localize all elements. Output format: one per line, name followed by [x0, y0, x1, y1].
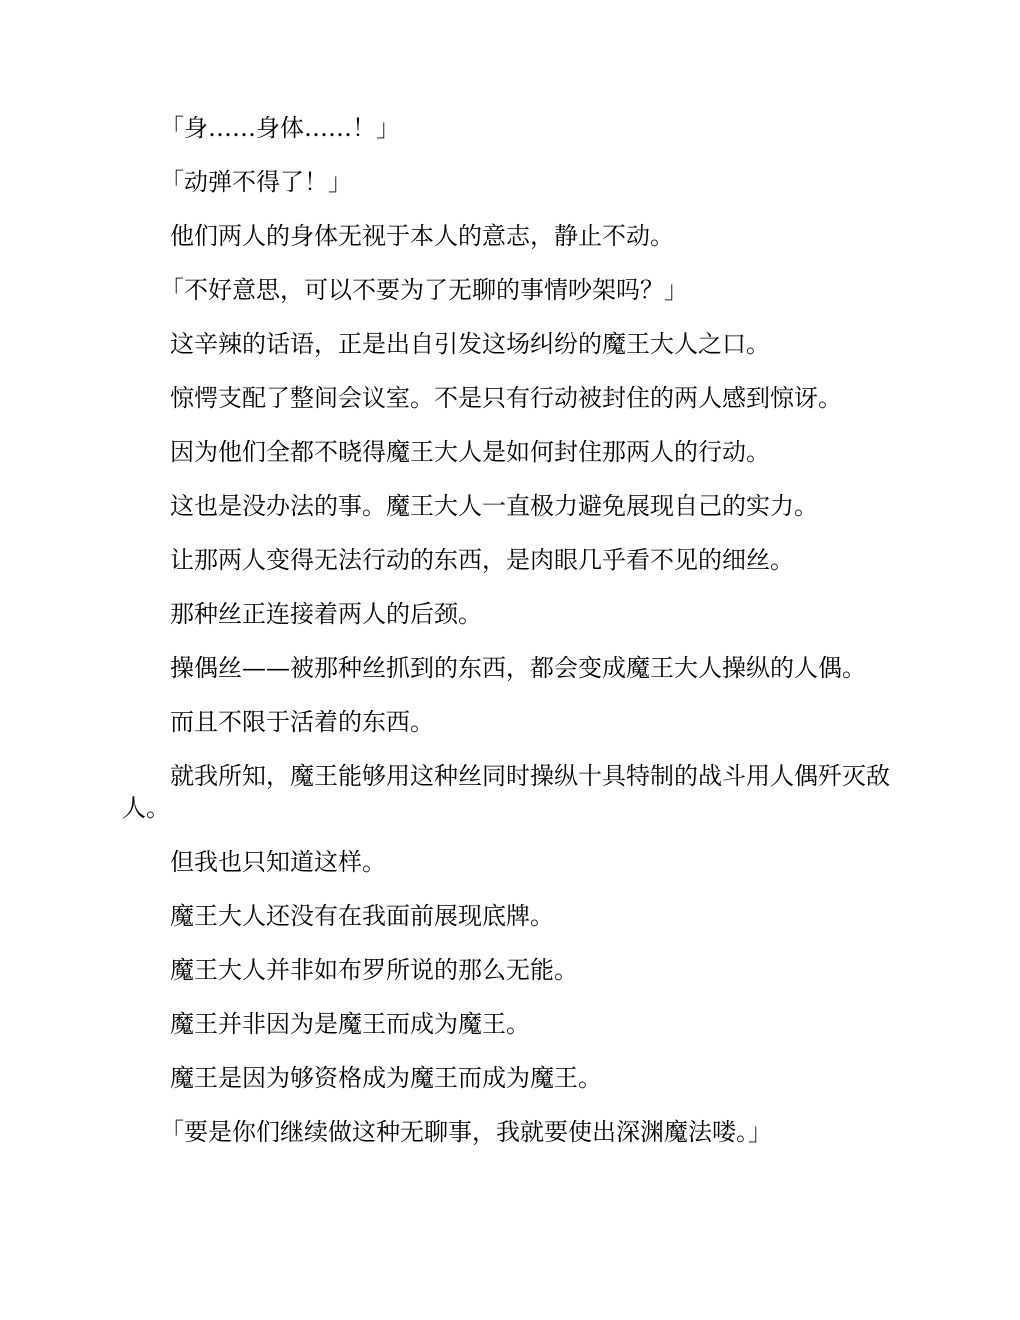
paragraph: 魔王大人并非如布罗所说的那么无能。 — [170, 956, 578, 984]
paragraph: 「动弹不得了！」 — [160, 168, 352, 196]
paragraph: 但我也只知道这样。 — [170, 848, 386, 876]
paragraph: 惊愕支配了整间会议室。不是只有行动被封住的两人感到惊讶。 — [170, 384, 842, 412]
paragraph: 「身……身体……！」 — [160, 114, 400, 142]
paragraph: 那种丝正连接着两人的后颈。 — [170, 600, 482, 628]
paragraph: 就我所知，魔王能够用这种丝同时操纵十具特制的战斗用人偶歼灭敌人。 — [122, 762, 890, 822]
paragraph: 让那两人变得无法行动的东西，是肉眼几乎看不见的细丝。 — [170, 546, 794, 574]
paragraph: 因为他们全都不晓得魔王大人是如何封住那两人的行动。 — [170, 438, 770, 466]
paragraph: 而且不限于活着的东西。 — [170, 708, 434, 736]
paragraph: 魔王并非因为是魔王而成为魔王。 — [170, 1010, 530, 1038]
paragraph: 「不好意思，可以不要为了无聊的事情吵架吗？」 — [160, 276, 688, 304]
paragraph: 「要是你们继续做这种无聊事，我就要使出深渊魔法喽。」 — [160, 1118, 772, 1146]
paragraph: 操偶丝——被那种丝抓到的东西，都会变成魔王大人操纵的人偶。 — [170, 654, 866, 682]
paragraph: 这辛辣的话语，正是出自引发这场纠纷的魔王大人之口。 — [170, 330, 770, 358]
paragraph: 魔王是因为够资格成为魔王而成为魔王。 — [170, 1064, 602, 1092]
body-text — [122, 112, 900, 1170]
paragraph: 他们两人的身体无视于本人的意志，静止不动。 — [170, 222, 674, 250]
paragraph: 魔王大人还没有在我面前展现底牌。 — [170, 902, 554, 930]
paragraph: 这也是没办法的事。魔王大人一直极力避免展现自己的实力。 — [170, 492, 818, 520]
